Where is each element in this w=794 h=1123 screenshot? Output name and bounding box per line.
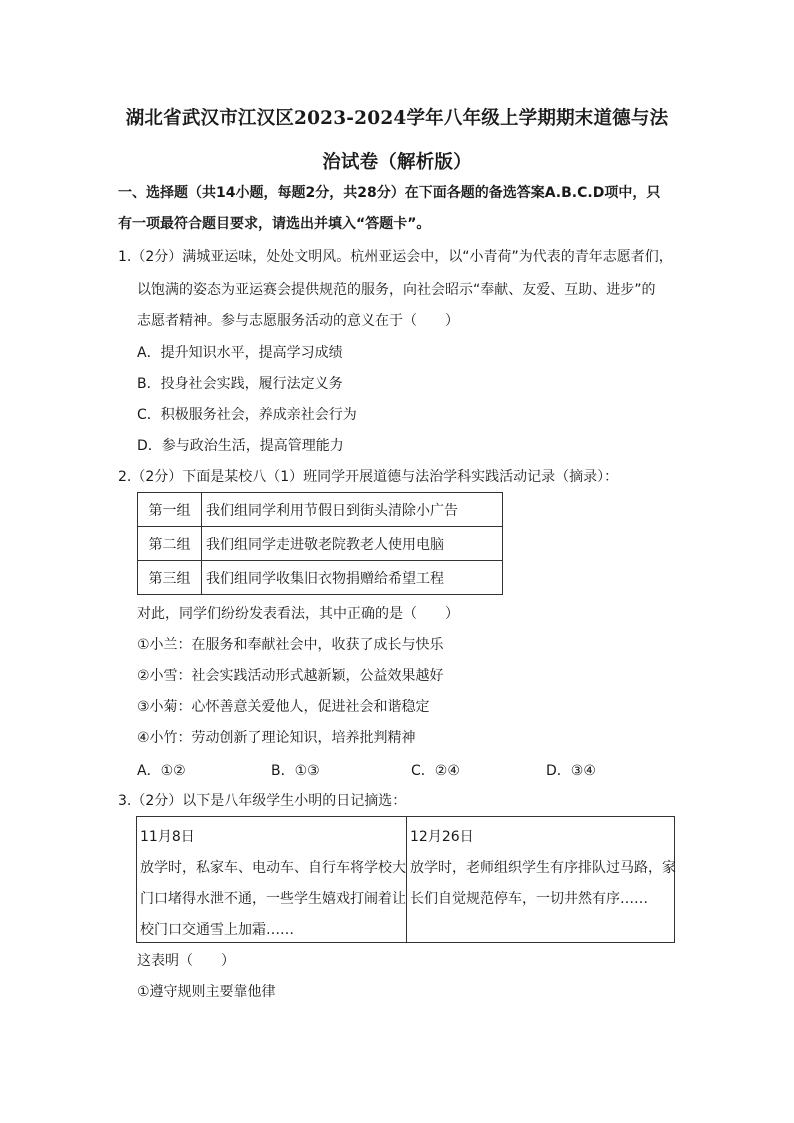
q2-choice-c[interactable]: C．②④ (411, 763, 460, 779)
diary-text-line: 放学时，老师组织学生有序排队过马路，家 (410, 860, 676, 876)
q1-option-a[interactable]: A．提升知识水平，提高学习成绩 (137, 345, 343, 361)
table-row (138, 527, 503, 561)
diary-date: 12月26日 (410, 829, 474, 845)
q2-choice-a[interactable]: A．①② (137, 763, 186, 779)
section-heading-line1: 一、选择题（共14小题，每题2分，共28分）在下面各题的备选答案A.B.C.D项中，只 (118, 185, 661, 201)
document-title-line2: 治试卷（解析版） (322, 152, 472, 173)
q1-stem-line3: 志愿者精神。参与志愿服务活动的意义在于（ ） (137, 313, 459, 329)
table-cell-content: 我们组同学收集旧衣物捐赠给希望工程 (202, 561, 503, 595)
q1-option-d[interactable]: D．参与政治生活，提高管理能力 (137, 438, 344, 454)
table-cell-group: 第三组 (138, 561, 202, 595)
q2-statement-3: ③小菊：心怀善意关爱他人，促进社会和谐稳定 (137, 699, 430, 715)
diary-excerpt-table (136, 816, 675, 943)
q1-option-b[interactable]: B．投身社会实践，履行法定义务 (137, 376, 343, 392)
diary-text-line: 门口堵得水泄不通，一些学生嬉戏打闹着让 (140, 891, 406, 907)
q2-statement-2: ②小雪：社会实践活动形式越新颖，公益效果越好 (137, 668, 444, 684)
table-cell-content: 我们组同学走进敬老院教老人使用电脑 (202, 527, 503, 561)
q2-stem: 2.（2分）下面是某校八（1）班同学开展道德与法治学科实践活动记录（摘录）： (118, 469, 619, 485)
q3-prompt: 这表明（ ） (137, 953, 235, 969)
q1-stem-line1: 1.（2分）满城亚运味，处处文明风。杭州亚运会中，以“小青荷”为代表的青年志愿者们， (118, 249, 673, 265)
diary-entry-left (137, 817, 407, 942)
diary-text-line: 校门口交通雪上加霜…… (140, 922, 294, 938)
table-cell-group: 第一组 (138, 493, 202, 527)
activity-record-table (137, 492, 503, 595)
table-cell-group: 第二组 (138, 527, 202, 561)
q1-stem-line2: 以饱满的姿态为亚运赛会提供规范的服务，向社会昭示“奉献、友爱、互助、进步”的 (137, 282, 656, 298)
q2-prompt: 对此，同学们纷纷发表看法，其中正确的是（ ） (137, 606, 459, 622)
q2-statement-4: ④小竹：劳动创新了理论知识，培养批判精神 (137, 730, 416, 746)
q2-choice-b[interactable]: B．①③ (271, 763, 320, 779)
diary-date: 11月8日 (140, 829, 195, 845)
table-row (138, 493, 503, 527)
diary-text-line: 放学时，私家车、电动车、自行车将学校大 (140, 860, 406, 876)
q2-statement-1: ①小兰：在服务和奉献社会中，收获了成长与快乐 (137, 637, 444, 653)
section-heading-line2: 有一项最符合题目要求，请选出并填入“答题卡”。 (118, 216, 431, 232)
q2-choice-d[interactable]: D．③④ (546, 763, 596, 779)
table-cell-content: 我们组同学利用节假日到街头清除小广告 (202, 493, 503, 527)
q3-stem: 3.（2分）以下是八年级学生小明的日记摘选： (118, 793, 407, 809)
q1-option-c[interactable]: C．积极服务社会，养成亲社会行为 (137, 407, 357, 423)
table-row (138, 561, 503, 595)
q3-statement-1: ①遵守规则主要靠他律 (137, 984, 276, 1000)
diary-text-line: 长们自觉规范停车，一切井然有序…… (410, 891, 648, 907)
diary-entry-right (407, 817, 675, 942)
document-title-line1: 湖北省武汉市江汉区2023-2024学年八年级上学期期末道德与法 (125, 108, 669, 129)
